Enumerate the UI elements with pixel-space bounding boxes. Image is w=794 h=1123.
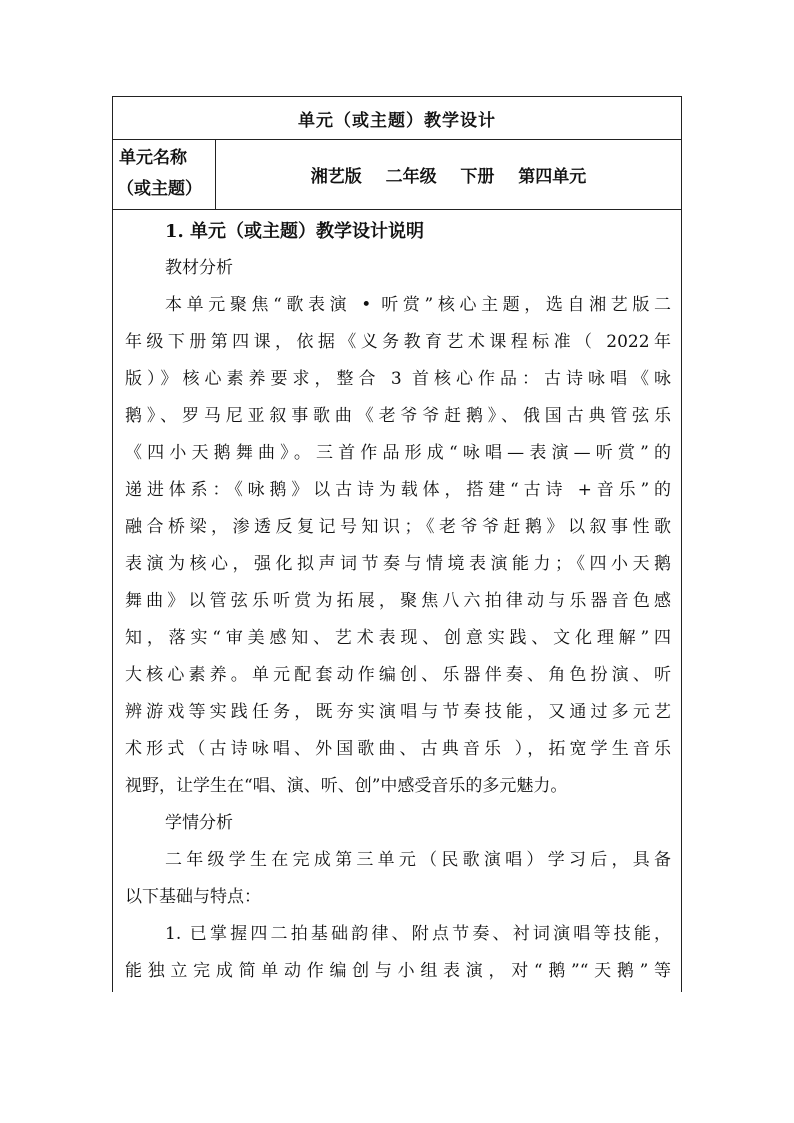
table-title-text: 单元（或主题）教学设计 [298, 110, 496, 131]
paragraph-line: 融合桥梁，渗透反复记号知识；《老爷爷赶鹅》以叙事性歌 [125, 517, 671, 537]
subheading-textbook-analysis: 教材分析 [165, 258, 233, 278]
paragraph-line: 术形式（古诗咏唱、外国歌曲、古典音乐 ），拓宽学生音乐 [125, 739, 671, 759]
paragraph-line: 视野，让学生在“唱、演、听、创”中感受音乐的多元魅力。 [125, 776, 568, 796]
unit-name-label-line2: （或主题） [117, 179, 202, 199]
paragraph-line: 舞曲》以管弦乐听赏为拓展，聚焦八六拍律动与乐器音色感 [125, 591, 671, 611]
unit-name-row [113, 139, 681, 210]
section-heading: 1. 单元（或主题）教学设计说明 [165, 221, 425, 242]
paragraph-line: 以下基础与特点： [125, 887, 261, 907]
design-description-cell [113, 209, 681, 993]
unit-name-label [113, 139, 216, 209]
paragraph-line: 知，落实“审美感知、艺术表现、创意实践、文化理解”四 [125, 628, 671, 648]
lesson-design-table [112, 96, 682, 992]
unit-name-value: 湘艺版 二年级 下册 第四单元 [310, 166, 587, 187]
paragraph-line: 辨游戏等实践任务，既夯实演唱与节奏技能，又通过多元艺 [125, 702, 671, 722]
paragraph-line: 表演为核心，强化拟声词节奏与情境表演能力；《四小天鹅 [125, 554, 671, 574]
paragraph-line: 版）》核心素养要求，整合 3 首核心作品：古诗咏唱《咏 [125, 369, 671, 389]
paragraph-line: 大核心素养。单元配套动作编创、乐器伴奏、角色扮演、听 [125, 665, 671, 685]
paragraph-line: 递进体系：《咏鹅》以古诗为载体，搭建“古诗 +音乐”的 [125, 480, 671, 500]
table-title [113, 97, 681, 140]
subheading-learner-analysis: 学情分析 [165, 813, 233, 833]
paragraph-line: 鹅》、罗马尼亚叙事歌曲《老爷爷赶鹅》、俄国古典管弦乐 [125, 406, 671, 426]
paragraph-line: 能独立完成简单动作编创与小组表演，对“鹅”“天鹅”等 [125, 961, 671, 981]
paragraph-line: 二年级学生在完成第三单元（民歌演唱）学习后，具备 [165, 850, 671, 870]
paragraph-line: 本单元聚焦“歌表演 • 听赏”核心主题，选自湘艺版二 [165, 295, 671, 315]
paragraph-line: 年级下册第四课，依据《义务教育艺术课程标准（ 2022年 [125, 332, 671, 352]
unit-name-label-line1: 单元名称 [119, 148, 187, 168]
paragraph-line: 1. 已掌握四二拍基础韵律、附点节奏、衬词演唱等技能， [165, 924, 671, 944]
paragraph-line: 《四小天鹅舞曲》。三首作品形成“咏唱—表演—听赏”的 [125, 443, 671, 463]
